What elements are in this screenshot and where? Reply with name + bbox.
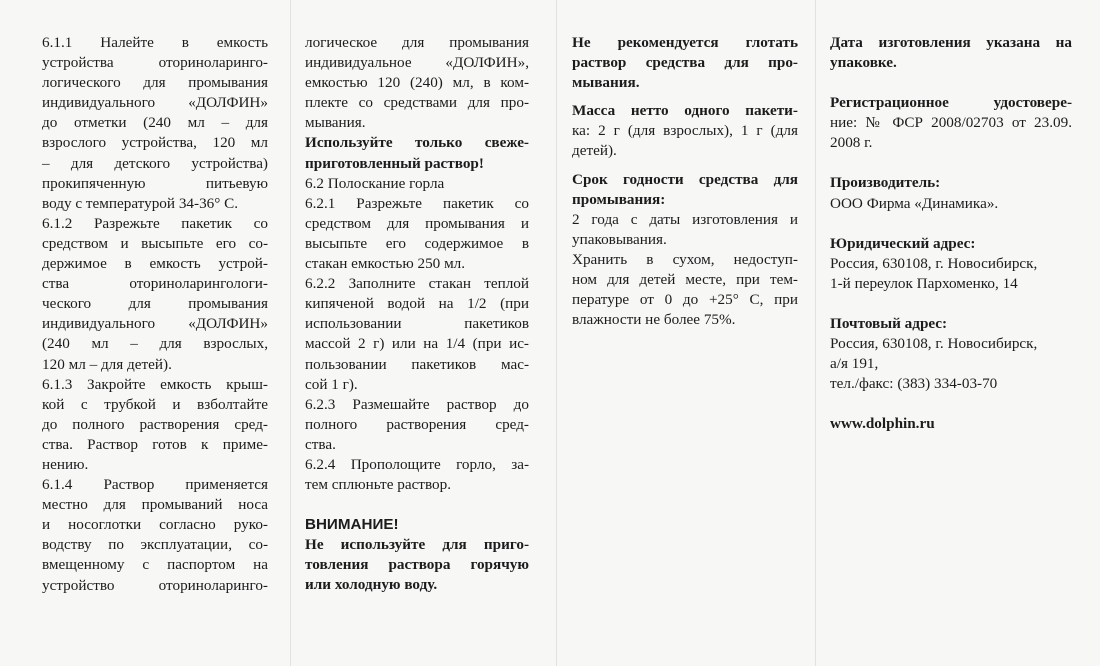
text-line: Хранить в сухом, недоступ- — [572, 250, 798, 268]
text-line: 6.2.1 Разрежьте пакетик со — [305, 194, 529, 212]
date-note: Дата изготовления указана на — [830, 34, 1072, 51]
text-line: сой 1 г). — [305, 375, 358, 393]
warning-line: раствор средства для про- — [572, 54, 798, 72]
text-line: ства. — [305, 435, 336, 453]
date-note: упаковке. — [830, 54, 897, 72]
text-line: до полного растворения сред- — [42, 415, 268, 433]
text-line: (240 мл – для взрослых, — [42, 335, 268, 353]
postal-address-heading: Почтовый адрес: — [830, 314, 948, 332]
text-line: ние: № ФСР 2008/02703 от 23.09. — [830, 114, 1072, 132]
text-line: мывания. — [305, 114, 366, 132]
spacer — [572, 162, 798, 170]
text-line: ческого для промывания — [42, 295, 268, 313]
text-line: логическое для промывания — [305, 34, 529, 51]
text-line: средством и высыпьте его со- — [42, 234, 268, 252]
text-line: логического для промывания — [42, 74, 268, 92]
text-line: а/я 191, — [830, 355, 879, 373]
column-4 — [830, 33, 1072, 434]
text-line: ка: 2 г (для взрослых), 1 г (для — [572, 122, 798, 140]
mass-heading: Масса нетто одного пакети- — [572, 102, 798, 120]
text-line: емкостью 120 (240) мл, в ком- — [305, 74, 529, 92]
text-line: 6.1.3 Закройте емкость крыш- — [42, 375, 268, 393]
text-line: пользовании пакетиков мас- — [305, 355, 529, 373]
manufacturer-name: ООО Фирма «Динамика». — [830, 194, 999, 212]
text-line: 6.2.4 Прополощите горло, за- — [305, 455, 529, 473]
text-line: Россия, 630108, г. Новосибирск, — [830, 254, 1038, 272]
text-line: 120 мл – для детей). — [42, 355, 172, 373]
warning-line: Не используйте для приго- — [305, 536, 529, 554]
shelf-life-heading: промывания: — [572, 190, 666, 208]
fold-line — [290, 0, 291, 666]
spacer — [830, 394, 1072, 414]
warning-line: или холодную воду. — [305, 576, 438, 594]
text-line: стакан емкостью 250 мл. — [305, 255, 466, 273]
text-line: прокипяченную питьевую — [42, 174, 268, 192]
text-line: 6.2.3 Размешайте раствор до — [305, 395, 529, 413]
warning-line: Используйте только свеже- — [305, 134, 529, 152]
manufacturer-heading: Производитель: — [830, 174, 941, 192]
text-line: 2 года с даты изготовления и — [572, 210, 798, 228]
text-line: 6.1.2 Разрежьте пакетик со — [42, 214, 268, 232]
text-line: устройство оториноларинго- — [42, 576, 268, 594]
text-line: 6.2.2 Заполните стакан теплой — [305, 275, 529, 293]
section-heading: 6.2 Полоскание горла — [305, 174, 445, 192]
fold-line — [556, 0, 557, 666]
text-line: и носоглотки согласно руко- — [42, 516, 268, 534]
text-line: водству по эксплуатации, со- — [42, 536, 268, 554]
warning-line: мывания. — [572, 74, 640, 92]
text-line: ства. Раствор готов к приме- — [42, 435, 268, 453]
shelf-life-heading: Срок годности средства для — [572, 170, 798, 188]
column-2 — [305, 33, 529, 596]
text-line: 6.1.4 Раствор применяется — [42, 476, 268, 494]
phone-fax: тел./факс: (383) 334-03-70 — [830, 375, 998, 393]
text-line: использовании пакетиков — [305, 315, 529, 333]
text-line: местно для промываний носа — [42, 496, 268, 514]
warning-line: приготовленный раствор! — [305, 154, 484, 172]
text-line: детей). — [572, 142, 617, 160]
column-3 — [572, 33, 798, 330]
text-line: Россия, 630108, г. Новосибирск, — [830, 335, 1038, 353]
text-line: ном для детей месте, при тем- — [572, 271, 798, 289]
text-line: 6.1.1 Налейте в емкость — [42, 34, 268, 51]
text-line: пературе от 0 до +25° С, при — [572, 291, 798, 309]
text-line: 1-й переулок Пархоменко, 14 — [830, 274, 1018, 292]
warning-line: товления раствора горячую — [305, 556, 529, 574]
legal-address-heading: Юридический адрес: — [830, 234, 976, 252]
text-line: кой с трубкой и взболтайте — [42, 395, 268, 413]
spacer — [830, 153, 1072, 173]
text-line: средством для промывания и — [305, 214, 529, 232]
spacer — [830, 73, 1072, 93]
fold-line — [815, 0, 816, 666]
text-line: вмещенному с паспортом на — [42, 556, 268, 574]
text-line: взрослого устройства, 120 мл — [42, 134, 268, 152]
text-line: влажности не более 75%. — [572, 311, 736, 329]
text-line: индивидуальное «ДОЛФИН», — [305, 54, 529, 72]
text-line: индивидуального «ДОЛФИН» — [42, 94, 268, 112]
website-link[interactable]: www.dolphin.ru — [830, 415, 935, 433]
text-line: полного растворения сред- — [305, 415, 529, 433]
text-line: – для детского устройства) — [42, 154, 268, 172]
text-line: воду с температурой 34-36° С. — [42, 194, 239, 212]
warning-line: Не рекомендуется глотать — [572, 34, 798, 51]
text-line: индивидуального «ДОЛФИН» — [42, 315, 268, 333]
spacer — [305, 495, 529, 515]
text-line: 2008 г. — [830, 134, 873, 152]
column-1 — [42, 33, 268, 596]
text-line: до отметки (240 мл – для — [42, 114, 268, 132]
spacer — [830, 214, 1072, 234]
text-line: плекте со средствами для про- — [305, 94, 529, 112]
attention-heading: ВНИМАНИЕ! — [305, 516, 399, 534]
text-line: устройства оториноларинго- — [42, 54, 268, 72]
text-line: держимое в емкость устрой- — [42, 255, 268, 273]
text-line: тем сплюньте раствор. — [305, 476, 451, 494]
text-line: ства оториноларингологи- — [42, 275, 268, 293]
text-line: массой 2 г) или на 1/4 (при ис- — [305, 335, 529, 353]
spacer — [572, 93, 798, 101]
text-line: кипяченой водой на 1/2 (при — [305, 295, 529, 313]
registration-heading: Регистрационное удостовере- — [830, 94, 1072, 112]
text-line: высыпьте его содержимое в — [305, 234, 529, 252]
text-line: нению. — [42, 455, 89, 473]
spacer — [830, 294, 1072, 314]
text-line: упаковывания. — [572, 230, 667, 248]
